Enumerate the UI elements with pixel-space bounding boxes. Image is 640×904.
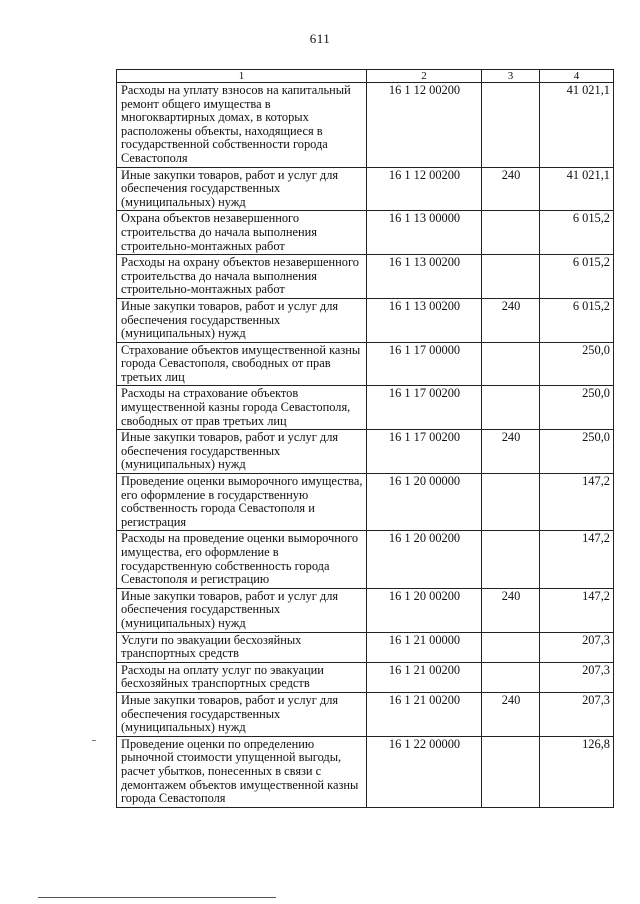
row-code: 16 1 17 00200 (367, 386, 482, 430)
table-header (117, 70, 614, 83)
row-amount: 147,2 (540, 588, 614, 632)
row-amount: 147,2 (540, 474, 614, 531)
row-amount: 41 021,1 (540, 83, 614, 168)
row-amount: 6 015,2 (540, 298, 614, 342)
table-row (117, 211, 614, 255)
row-code: 16 1 17 00000 (367, 342, 482, 386)
row-type (482, 386, 540, 430)
table-row (117, 588, 614, 632)
row-code: 16 1 20 00200 (367, 588, 482, 632)
row-code: 16 1 13 00200 (367, 255, 482, 299)
row-type (482, 474, 540, 531)
row-type (482, 632, 540, 662)
row-amount: 207,3 (540, 692, 614, 736)
footer-rule (38, 897, 276, 898)
row-type: 240 (482, 430, 540, 474)
table-body (117, 83, 614, 808)
row-name: Расходы на страхование объектов имущественной казны города Севастополя, свободных от прав третьих лиц (117, 386, 367, 430)
header-col-2: 2 (367, 70, 482, 83)
table-row (117, 342, 614, 386)
row-code: 16 1 13 00000 (367, 211, 482, 255)
row-type (482, 736, 540, 807)
header-row (117, 70, 614, 83)
row-type: 240 (482, 588, 540, 632)
row-name: Иные закупки товаров, работ и услуг для обеспечения государственных (муниципальных) нужд (117, 430, 367, 474)
row-code: 16 1 12 00200 (367, 83, 482, 168)
row-amount: 6 015,2 (540, 211, 614, 255)
table-row (117, 83, 614, 168)
row-amount: 41 021,1 (540, 167, 614, 211)
row-name: Иные закупки товаров, работ и услуг для обеспечения государственных (муниципальных) нужд (117, 692, 367, 736)
row-type (482, 342, 540, 386)
row-amount: 250,0 (540, 386, 614, 430)
table-row (117, 662, 614, 692)
row-code: 16 1 21 00200 (367, 662, 482, 692)
row-amount: 207,3 (540, 632, 614, 662)
row-type: 240 (482, 298, 540, 342)
row-amount: 147,2 (540, 531, 614, 588)
row-amount: 250,0 (540, 430, 614, 474)
row-name: Расходы на оплату услуг по эвакуации бесхозяйных транспортных средств (117, 662, 367, 692)
row-code: 16 1 21 00000 (367, 632, 482, 662)
row-name: Расходы на охрану объектов незавершенного строительства до начала выполнения строительно-монтажных работ (117, 255, 367, 299)
row-amount: 6 015,2 (540, 255, 614, 299)
row-code: 16 1 21 00200 (367, 692, 482, 736)
row-name: Расходы на проведение оценки выморочного имущества, его оформление в государственную собственность города Севастополя и регистрацию (117, 531, 367, 588)
row-name: Охрана объектов незавершенного строительства до начала выполнения строительно-монтажных работ (117, 211, 367, 255)
header-col-3: 3 (482, 70, 540, 83)
header-col-1: 1 (117, 70, 367, 83)
margin-mark (92, 740, 96, 741)
row-name: Иные закупки товаров, работ и услуг для обеспечения государственных (муниципальных) нужд (117, 298, 367, 342)
budget-table (116, 69, 614, 808)
row-name: Расходы на уплату взносов на капитальный ремонт общего имущества в многоквартирных домах, в которых расположены объекты, находящиеся в государственной собственности города Севастополя (117, 83, 367, 168)
table-row (117, 692, 614, 736)
row-code: 16 1 22 00000 (367, 736, 482, 807)
table-row (117, 255, 614, 299)
row-amount: 126,8 (540, 736, 614, 807)
row-code: 16 1 20 00200 (367, 531, 482, 588)
row-code: 16 1 20 00000 (367, 474, 482, 531)
row-type (482, 662, 540, 692)
row-type (482, 211, 540, 255)
row-name: Страхование объектов имущественной казны города Севастополя, свободных от прав третьих лиц (117, 342, 367, 386)
row-code: 16 1 13 00200 (367, 298, 482, 342)
table-row (117, 632, 614, 662)
table-row (117, 298, 614, 342)
table-row (117, 167, 614, 211)
row-name: Проведение оценки по определению рыночной стоимости упущенной выгоды, расчет убытков, понесенных в связи с демонтажем объектов имущественной казны города Севастополя (117, 736, 367, 807)
row-code: 16 1 12 00200 (367, 167, 482, 211)
table-row (117, 531, 614, 588)
table-row (117, 474, 614, 531)
row-code: 16 1 17 00200 (367, 430, 482, 474)
row-type: 240 (482, 692, 540, 736)
table-row (117, 736, 614, 807)
table-row (117, 430, 614, 474)
row-amount: 207,3 (540, 662, 614, 692)
row-name: Иные закупки товаров, работ и услуг для обеспечения государственных (муниципальных) нужд (117, 588, 367, 632)
header-col-4: 4 (540, 70, 614, 83)
row-type (482, 83, 540, 168)
row-type: 240 (482, 167, 540, 211)
table-row (117, 386, 614, 430)
row-name: Проведение оценки выморочного имущества, его оформление в государственную собственность города Севастополя и регистрация (117, 474, 367, 531)
row-amount: 250,0 (540, 342, 614, 386)
row-type (482, 255, 540, 299)
row-name: Услуги по эвакуации бесхозяйных транспортных средств (117, 632, 367, 662)
row-name: Иные закупки товаров, работ и услуг для обеспечения государственных (муниципальных) нужд (117, 167, 367, 211)
row-type (482, 531, 540, 588)
page-number: 611 (309, 31, 331, 46)
